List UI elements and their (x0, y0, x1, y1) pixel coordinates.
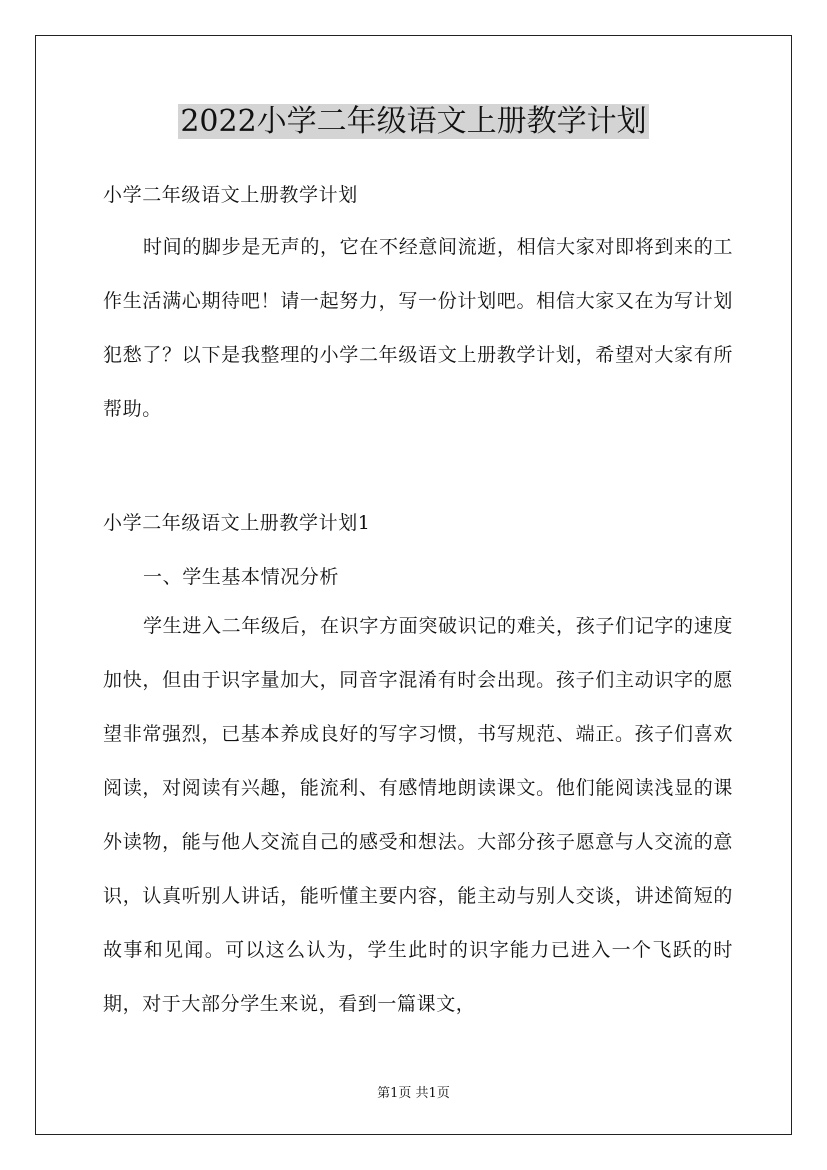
intro-block (103, 220, 733, 436)
heading-student-analysis: 一、学生基本情况分析 (143, 566, 340, 588)
page-number-label: 第1页 共1页 (377, 1086, 450, 1101)
analysis-paragraph: 学生进入二年级后，在识字方面突破识记的难关，孩子们记字的速度加快，但由于识字量加大，同音字混淆有时会出现。孩子们主动识字的愿望非常强烈，已基本养成良好的写字习惯，书写规范、端正。孩子们喜欢阅读，对阅读有兴趣，能流利、有感情地朗读课文。他们能阅读浅显的课外读物，能与他人交流自己的感受和想法。大部分孩子愿意与人交流的意识，认真听别人讲话，能听懂主要内容，能主动与别人交谈，讲述简短的故事和见闻。可以这么认为，学生此时的识字能力已进入一个飞跃的时期，对于大部分学生来说，看到一篇课文， (103, 615, 733, 1015)
page-footer (0, 1082, 827, 1101)
section-title: 小学二年级语文上册教学计划1 (103, 512, 371, 534)
document-subtitle: 小学二年级语文上册教学计划 (103, 184, 358, 206)
document-title-text: 2022小学二年级语文上册教学计划 (180, 104, 647, 139)
analysis-block (103, 599, 733, 1031)
document-title (0, 100, 827, 144)
intro-paragraph: 时间的脚步是无声的，它在不经意间流逝，相信大家对即将到来的工作生活满心期待吧！请一起努力，写一份计划吧。相信大家又在为写计划犯愁了？以下是我整理的小学二年级语文上册教学计划，希望对大家有所帮助。 (103, 236, 733, 420)
